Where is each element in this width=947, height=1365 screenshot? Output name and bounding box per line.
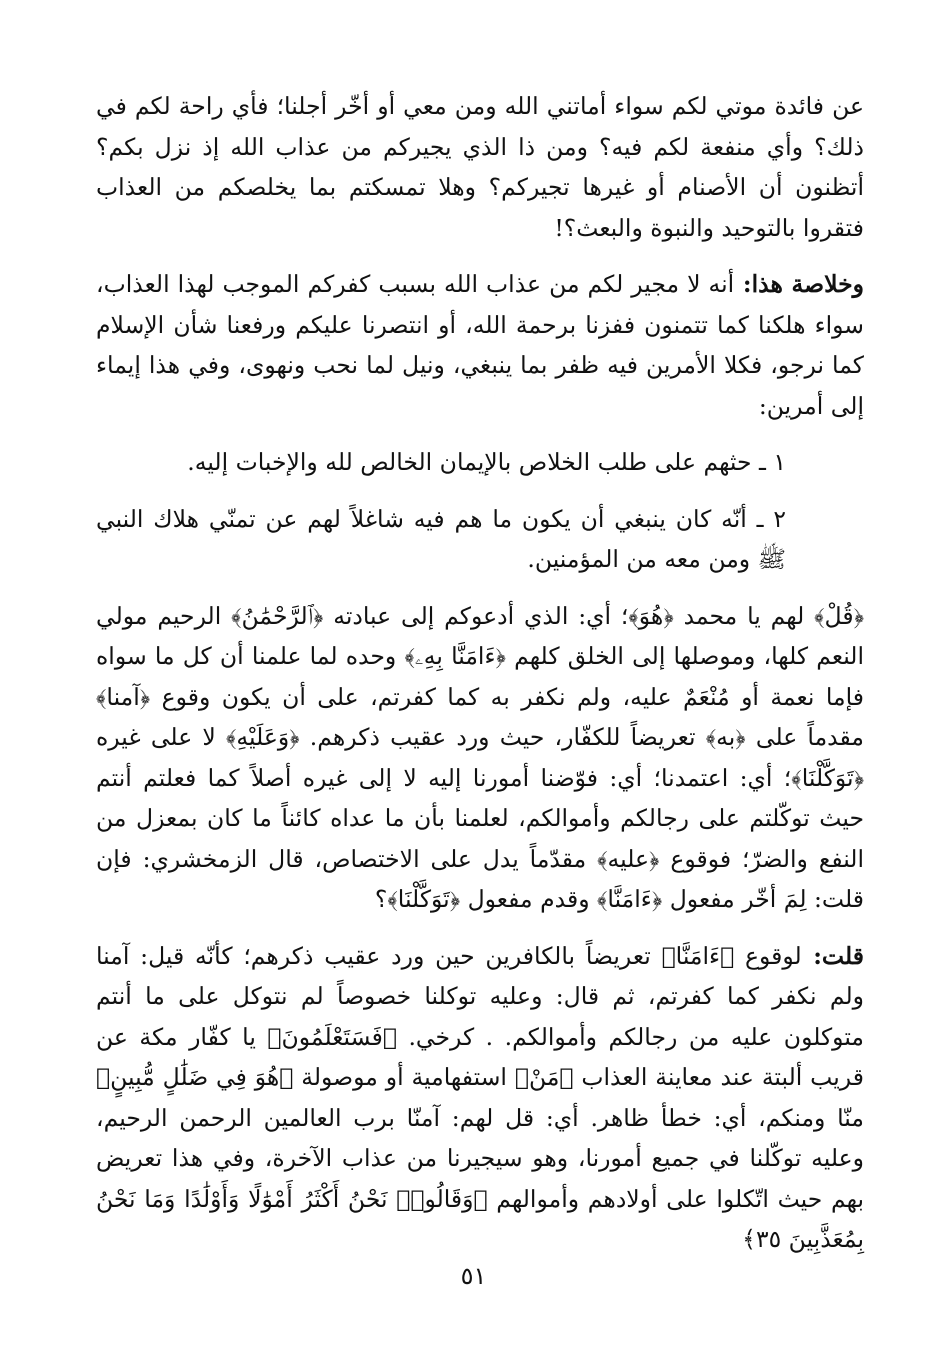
paragraph-lead: قلت: [801,941,864,970]
paragraph-1 [96,86,864,248]
list-item-text: ٢ ـ أنّه كان ينبغي أن يكون ما هم فيه شاغلاً لهم عن تمنّي هلاك النبي ﷺ ومن معه من المؤمنين. [96,504,786,573]
list-item-text: ١ ـ حثهم على طلب الخلاص بالإيمان الخالص لله والإخبات إليه. [187,448,786,476]
paragraph-3-tafsir [96,596,864,920]
list-item-2 [96,499,864,580]
paragraph-text: عن فائدة موتي لكم سواء أماتني الله ومن معي أو أخّر أجلنا؛ فأي راحة لكم في ذلك؟ وأي منفعة لكم فيه؟ ومن ذا الذي يجيركم من عذاب الله إذ نزل بكم؟ أتظنون أن الأصنام أو غيرها تجيركم؟ وهلا تمسكتم بما يخلصكم من العذاب فتقروا بالتوحيد والنبوة والبعث؟! [96,92,864,242]
paragraph-2-summary [96,264,864,426]
page-number: ٥١ [460,1262,487,1290]
page-body [96,86,864,1276]
paragraph-text: ﴿قُلْ﴾ لهم يا محمد ﴿هُوَ﴾؛ أي: الذي أدعوكم إلى عبادته ﴿ٱلرَّحْمَٰنُ﴾ الرحيم مولي النعم كلها، وموصلها إلى الخلق كلهم ﴿ءَامَنَّا بِهِۦ﴾ وحده لما علمنا أن كل ما سواه فإما نعمة أو مُنْعَمٌ عليه، ولم نكفر به كما كفرتم، على أن يكون وقوع ﴿آمنا﴾ مقدماً على ﴿به﴾ تعريضاً للكفّار، حيث ورد عقيب ذكرهم. ﴿وَعَلَيْهِ﴾ لا على غيره ﴿تَوَكَّلْنَا﴾؛ أي: اعتمدنا؛ أي: فوّضنا أمورنا إليه لا إلى غيره أصلاً كما فعلتم أنتم حيث توكّلتم على رجالكم وأموالكم، لعلمنا بأن ما عداه كائناً ما كان بمعزل من النفع والضرّ؛ فوقوع ﴿عليه﴾ مقدّماً يدل على الاختصاص، قال الزمخشري: فإن قلت: لِمَ أخّر مفعول ﴿ءَامَنَّا﴾ وقدم مفعول ﴿تَوَكَّلْنَا﴾؟ [96,601,864,913]
paragraph-text: لوقوع ﴿ءَامَنَّا﴾ تعريضاً بالكافرين حين ورد عقيب ذكرهم؛ كأنّه قيل: آمنا ولم نكفر كما كفرتم، ثم قال: وعليه توكلنا خصوصاً لم نتوكل على ما أنتم متوكلون عليه من رجالكم وأموالكم. . كرخي. ﴿فَسَتَعْلَمُونَ﴾ يا كفّار مكة عن قريب ألبتة عند معاينة العذاب ﴿مَنْ﴾ استفهامية أو موصولة ﴿هُوَ فِي ضَلَٰلٍ مُّبِينٍ﴾ منّا ومنكم، أي: خطأ ظاهر. أي: قل لهم: آمنّا برب العالمين الرحمن الرحيم، وعليه توكّلنا في جميع أمورنا، وهو سيجيرنا من عذاب الآخرة، وفي هذا تعريض بهم حيث اتّكلوا على أولادهم وأموالهم ﴿وَقَالُوا۟ نَحْنُ أَكْثَرُ أَمْوَٰلًا وَأَوْلَٰدًا وَمَا نَحْنُ بِمُعَذَّبِينَ ٣٥﴾ [96,941,864,1253]
paragraph-text: أنه لا مجير لكم من عذاب الله بسبب كفركم الموجب لهذا العذاب، سواء هلكنا كما تتمنون ففزنا برحمة الله، أو انتصرنا عليكم ورفعنا شأن الإسلام كما نرجو، فكلا الأمرين فيه ظفر بما ينبغي، ونيل لما نحب ونهوى، وفي هذا إيماء إلى أمرين: [96,270,864,420]
list-item-1 [96,442,864,483]
paragraph-4-answer [96,936,864,1260]
paragraph-lead: وخلاصة هذا: [734,270,865,298]
